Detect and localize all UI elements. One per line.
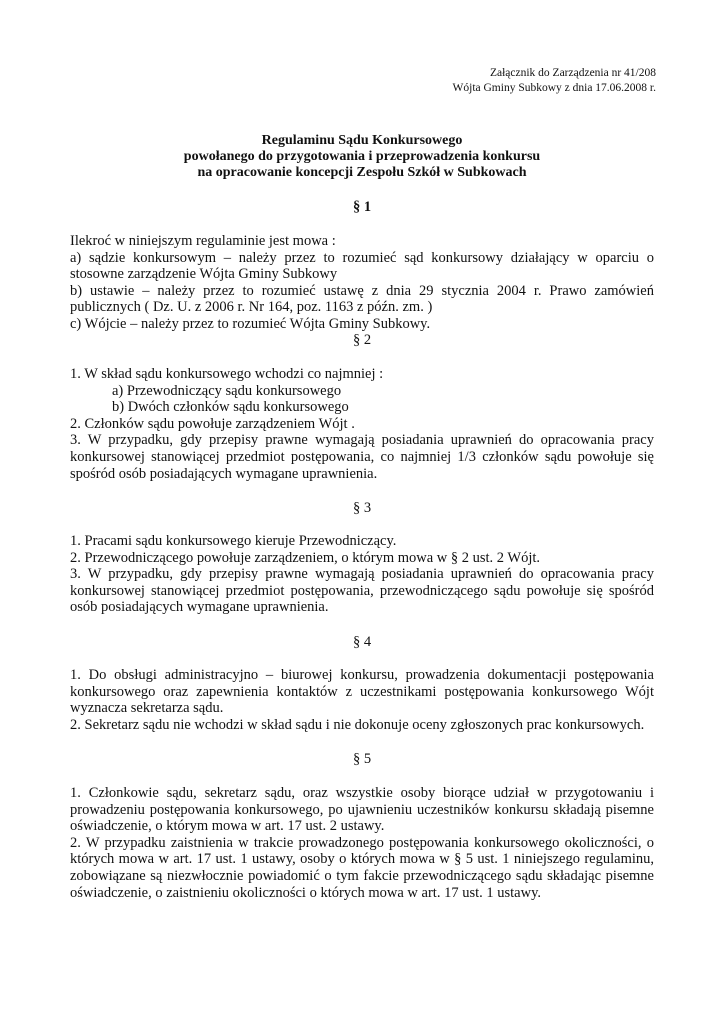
section-4-body [70, 667, 654, 733]
section-3-point-2: 2. Przewodniczącego powołuje zarządzeniem, o którym mowa w § 2 ust. 2 Wójt. [70, 549, 541, 566]
attachment-note [453, 66, 656, 96]
section-3-point-3: 3. W przypadku, gdy przepisy prawne wymagają posiadania uprawnień do opracowania pracy konkursowej stanowiącej przedmiot postępowania, przewodniczącego sądu powołuje się spośród osób posiadających wymagane uprawnienia. [70, 566, 654, 616]
section-2-heading: § 2 [352, 332, 372, 348]
section-2-point-1: 1. W skład sądu konkursowego wchodzi co najmniej : [70, 366, 384, 382]
section-1-intro: Ilekroć w niniejszym regulaminie jest mowa : [70, 233, 336, 249]
section-5-body [70, 785, 654, 901]
section-4-point-1: 1. Do obsługi administracyjno – biurowej konkursu, prowadzenia dokumentacji postępowania konkursowego oraz zapewnienia kontaktów z uczestnikami postępowania konkursowego Wójt wyznacza sekretarza sądu. [70, 667, 654, 717]
section-2-point-2: 2. Członków sądu powołuje zarządzeniem Wójt . [70, 415, 355, 432]
section-3-point-1: 1. Pracami sądu konkursowego kieruje Przewodniczący. [70, 533, 397, 549]
section-3-heading: § 3 [352, 500, 372, 516]
section-3-body [70, 533, 654, 616]
section-1-heading: § 1 [352, 199, 372, 215]
document-title [0, 133, 724, 181]
attachment-line-1: Załącznik do Zarządzenia nr 41/208 [489, 67, 656, 79]
section-5-point-2: 2. W przypadku zaistnienia w trakcie prowadzonego postępowania konkursowego okoliczności, o których mowa w art. 17 ust. 1 ustawy, osoby o których mowa w § 5 ust. 1 niniejszego regulaminu, zobowiązane są niezwłocznie powiadomić o tym fakcie przewodniczącego sądu składając pisemne oświadczenie, o zaistnieniu okoliczności o których mowa w art. 17 ust. 1 ustawy. [70, 834, 654, 901]
section-2-point-3: 3. W przypadku, gdy przepisy prawne wymagają posiadania uprawnień do opracowania pracy konkursowej stanowiącej przedmiot postępowania, co najmniej 1/3 członków sądu powołuje się spośród osób posiadających wymagane uprawnienia. [70, 432, 654, 482]
section-1-item-a: a) sądzie konkursowym – należy przez to rozumieć sąd konkursowy działający w oparciu o stosowne zarządzenie Wójta Gminy Subkowy [70, 249, 654, 283]
attachment-line-2: Wójta Gminy Subkowy z dnia 17.06.2008 r. [452, 82, 656, 94]
section-2-point-1b: b) Dwóch członków sądu konkursowego [112, 399, 349, 416]
title-line-1: Regulaminu Sądu Konkursowego [261, 133, 463, 148]
title-line-3: na opracowanie koncepcji Zespołu Szkół w Subkowach [197, 165, 527, 180]
section-1-body [70, 233, 654, 333]
section-4-heading: § 4 [352, 634, 372, 650]
title-line-2: powołanego do przygotowania i przeprowadzenia konkursu [183, 149, 541, 164]
section-2-point-1a: a) Przewodniczący sądu konkursowego [112, 382, 342, 399]
section-5-point-1: 1. Członkowie sądu, sekretarz sądu, oraz wszystkie osoby biorące udział w przygotowaniu i prowadzeniu postępowania konkursowego, po ujawnieniu uczestników konkursu składają pisemne oświadczenie, o którym mowa w art. 17 ust. 2 ustawy. [70, 785, 654, 835]
section-1-item-c: c) Wójcie – należy przez to rozumieć Wójta Gminy Subkowy. [70, 315, 431, 332]
section-2-body [70, 366, 654, 482]
section-4-point-2: 2. Sekretarz sądu nie wchodzi w skład sądu i nie dokonuje oceny zgłoszonych prac konkursowych. [70, 716, 645, 733]
section-1-item-b: b) ustawie – należy przez to rozumieć ustawę z dnia 29 stycznia 2004 r. Prawo zamówień publicznych ( Dz. U. z 2006 r. Nr 164, poz. 1163 z późn. zm. ) [70, 282, 654, 316]
section-5-heading: § 5 [352, 751, 372, 767]
